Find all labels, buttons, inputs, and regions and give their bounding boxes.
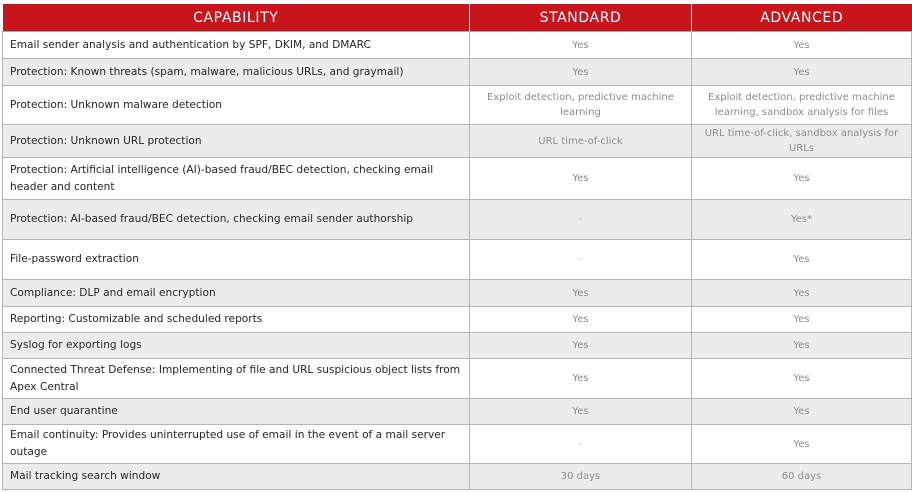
capability-cell: Protection: Unknown malware detection: [3, 86, 470, 125]
table-row: [3, 32, 912, 59]
standard-cell: 30 days: [470, 464, 692, 490]
header-advanced: ADVANCED: [692, 4, 912, 32]
standard-cell: Yes: [470, 158, 692, 200]
table-row: [3, 359, 912, 399]
standard-cell: -: [470, 425, 692, 464]
capability-cell: Email sender analysis and authentication by SPF, DKIM, and DMARC: [3, 32, 470, 59]
capability-cell: Protection: AI-based fraud/BEC detection, checking email sender authorship: [3, 200, 470, 240]
standard-cell: Yes: [470, 32, 692, 59]
capability-comparison-table: [2, 4, 912, 490]
advanced-cell: 60 days: [692, 464, 912, 490]
advanced-cell: Yes: [692, 359, 912, 399]
capability-cell: Reporting: Customizable and scheduled reports: [3, 307, 470, 333]
table-row: [3, 399, 912, 425]
table-row: [3, 125, 912, 158]
capability-cell: Protection: Known threats (spam, malware, malicious URLs, and graymail): [3, 59, 470, 86]
capability-cell: End user quarantine: [3, 399, 470, 425]
table-row: [3, 86, 912, 125]
advanced-cell: Yes: [692, 280, 912, 307]
advanced-cell: Yes: [692, 158, 912, 200]
standard-cell: Yes: [470, 307, 692, 333]
advanced-cell: Exploit detection, predictive machine learning, sandbox analysis for files: [692, 86, 912, 125]
advanced-cell: Yes: [692, 399, 912, 425]
table-row: [3, 307, 912, 333]
table-row: [3, 464, 912, 490]
standard-cell: Yes: [470, 359, 692, 399]
capability-cell: Email continuity: Provides uninterrupted use of email in the event of a mail server outage: [3, 425, 470, 464]
advanced-cell: Yes: [692, 32, 912, 59]
capability-cell: Protection: Unknown URL protection: [3, 125, 470, 158]
advanced-cell: Yes*: [692, 200, 912, 240]
advanced-cell: Yes: [692, 425, 912, 464]
table-row: [3, 200, 912, 240]
capability-cell: Connected Threat Defense: Implementing of file and URL suspicious object lists from Apex Central: [3, 359, 470, 399]
capability-cell: File-password extraction: [3, 240, 470, 280]
capability-cell: Protection: Artificial intelligence (AI)-based fraud/BEC detection, checking email header and content: [3, 158, 470, 200]
table-row: [3, 280, 912, 307]
standard-cell: -: [470, 240, 692, 280]
standard-cell: -: [470, 200, 692, 240]
standard-cell: Yes: [470, 59, 692, 86]
standard-cell: Yes: [470, 333, 692, 359]
header-standard: STANDARD: [470, 4, 692, 32]
table-row: [3, 425, 912, 464]
table-row: [3, 333, 912, 359]
advanced-cell: Yes: [692, 333, 912, 359]
header-capability: CAPABILITY: [3, 4, 470, 32]
capability-cell: Mail tracking search window: [3, 464, 470, 490]
capability-cell: Compliance: DLP and email encryption: [3, 280, 470, 307]
table-header-row: [3, 4, 912, 32]
standard-cell: Yes: [470, 399, 692, 425]
advanced-cell: Yes: [692, 240, 912, 280]
standard-cell: URL time-of-click: [470, 125, 692, 158]
table-row: [3, 240, 912, 280]
standard-cell: Yes: [470, 280, 692, 307]
advanced-cell: Yes: [692, 59, 912, 86]
advanced-cell: Yes: [692, 307, 912, 333]
table-row: [3, 59, 912, 86]
capability-cell: Syslog for exporting logs: [3, 333, 470, 359]
advanced-cell: URL time-of-click, sandbox analysis for URLs: [692, 125, 912, 158]
table-row: [3, 158, 912, 200]
standard-cell: Exploit detection, predictive machine learning: [470, 86, 692, 125]
